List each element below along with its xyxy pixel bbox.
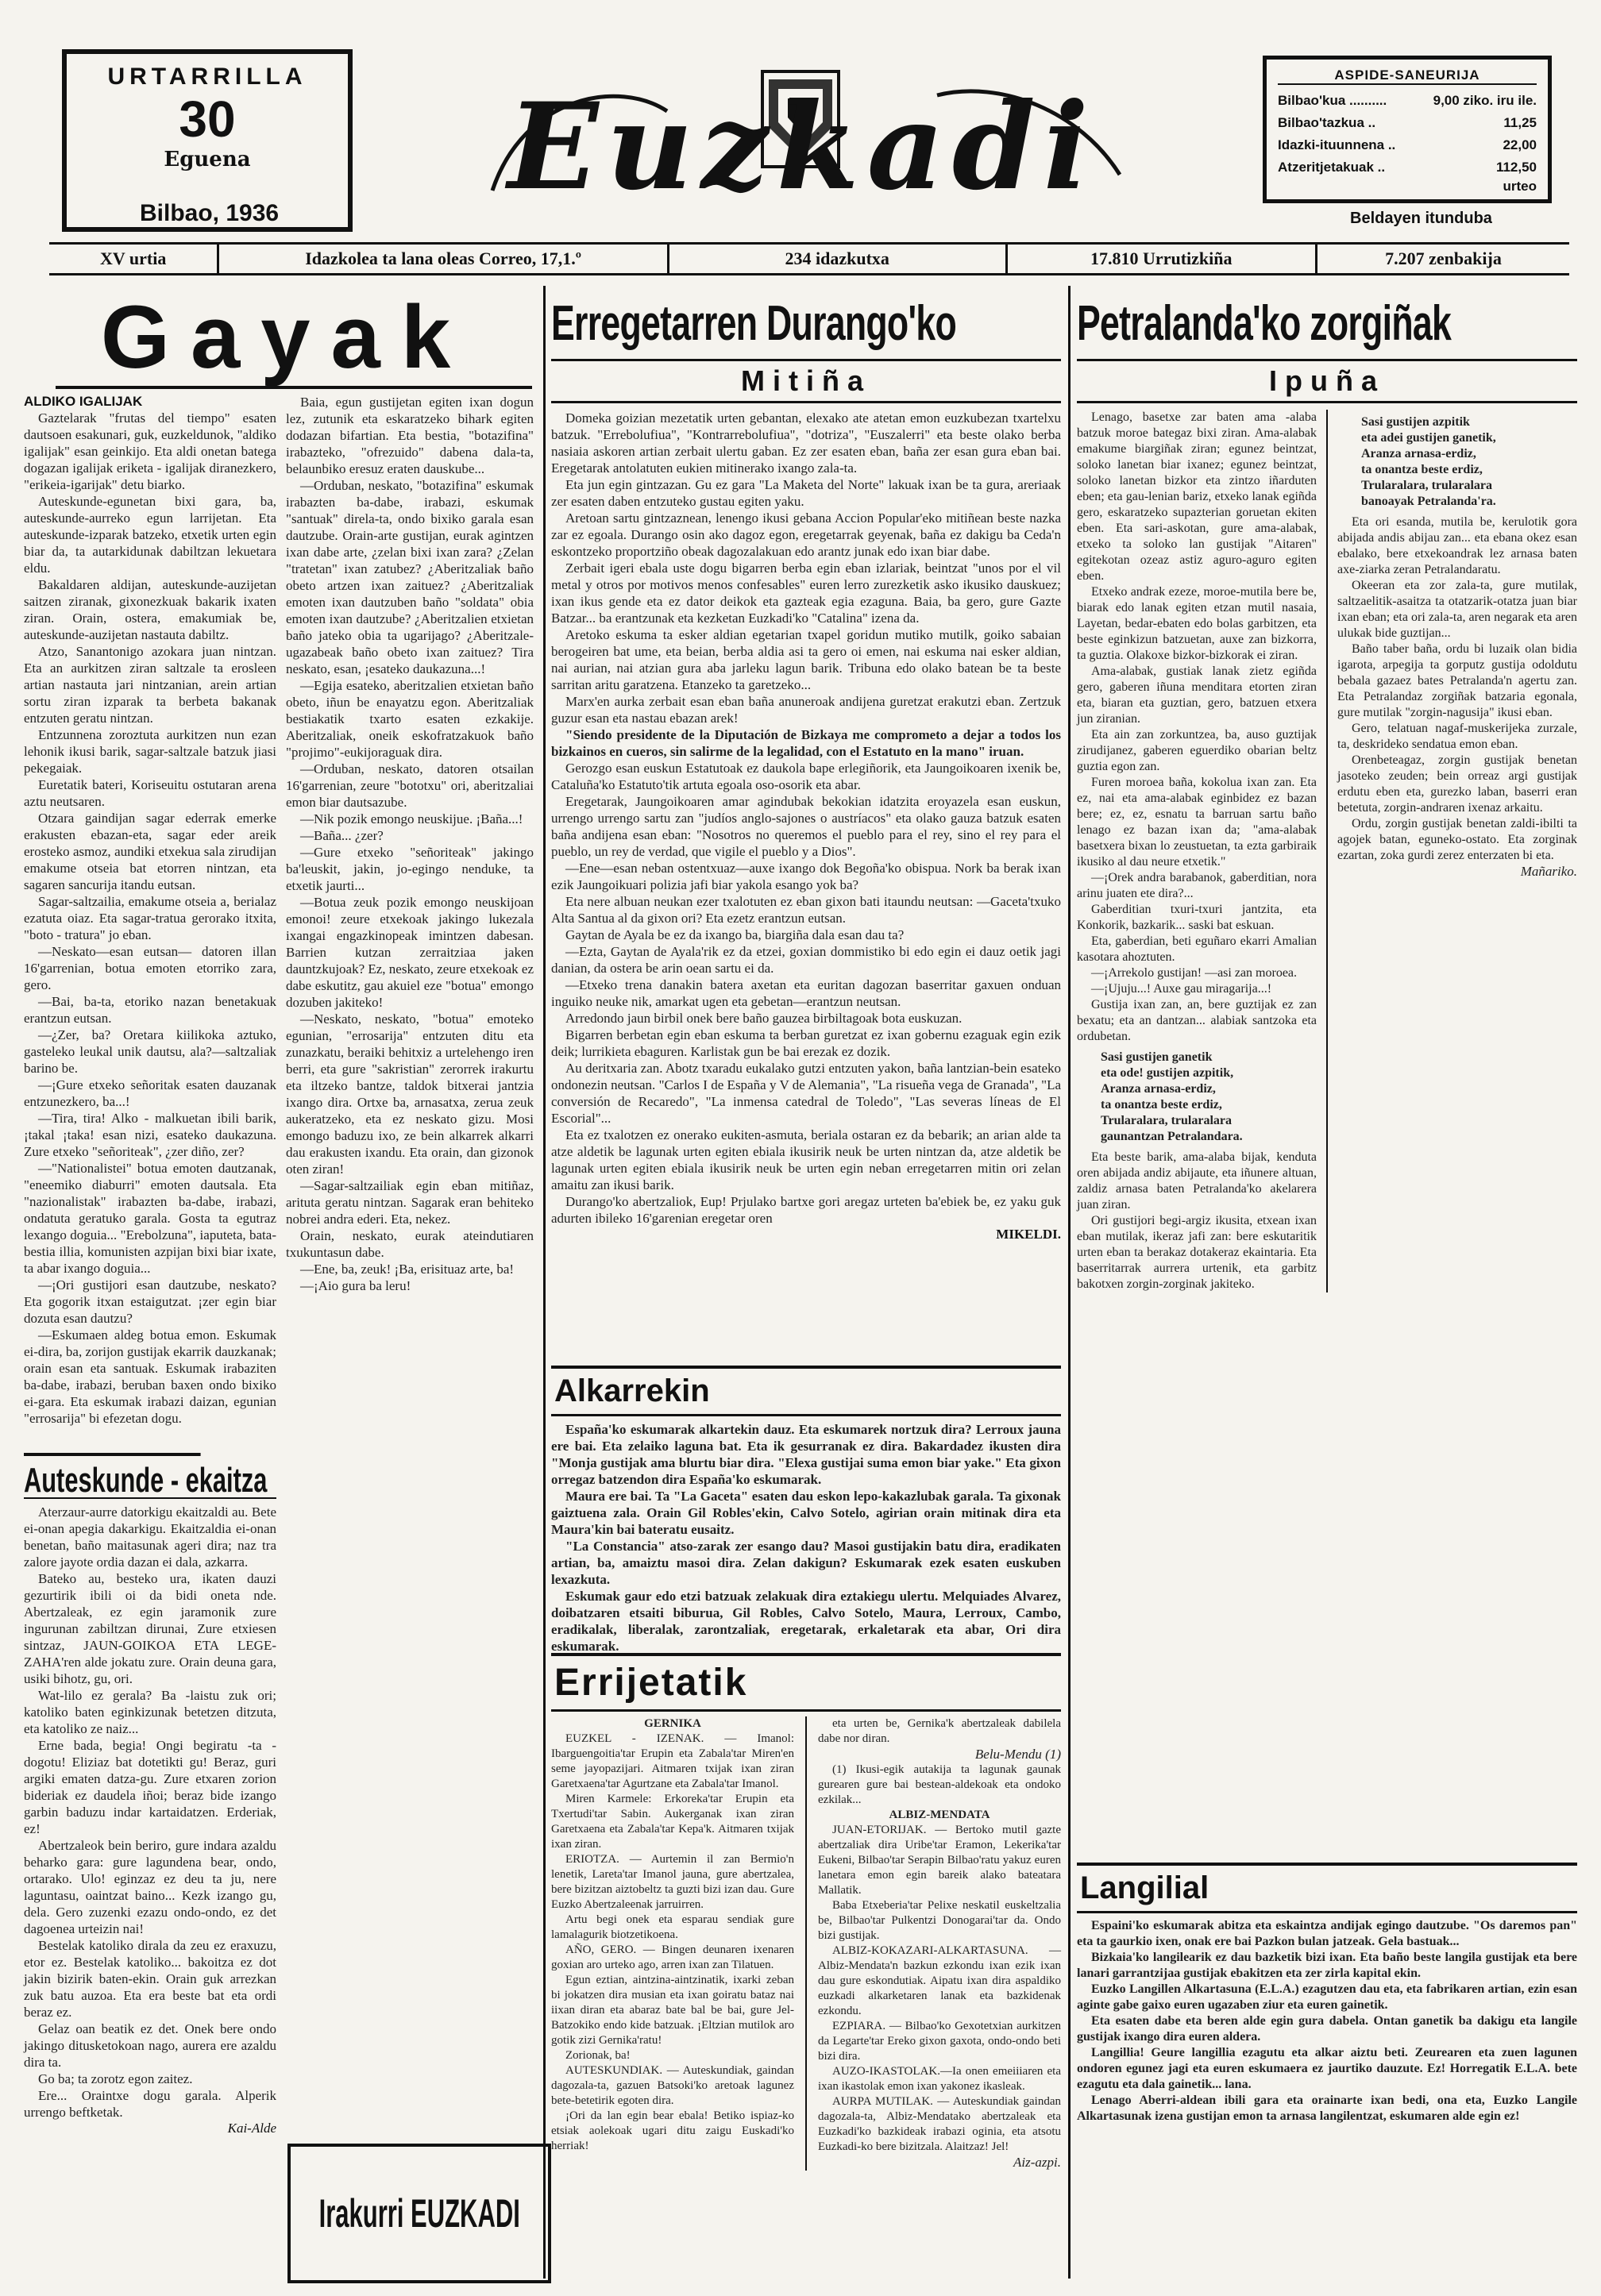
verse-line: ta onantza beste erdiz, xyxy=(1361,463,1483,476)
mitina-article xyxy=(551,295,1061,1359)
paragraph: Eskumak gaur edo etzi batzuak zelakuak dira eztakiegu ulertu. Melquiades Alvarez, doibatzaren etsaiti biburua, Gil Robles, Calvo Sotelo, Maura, Lerroux, Cambo, eradikalak, liberalak, zarontzaliak, eregetarak, erkaletarak eta abar, Ori dira eskumarak. xyxy=(551,1589,1061,1654)
paragraph: Miren Karmele: Erkoreka'tar Erupin eta Txertudi'tar Sabin. Aukerganak ixan ziran Garetxaena eta Zabala'tar Kepa'k. Aitmaren txijak ixan ziran. xyxy=(551,1793,794,1851)
paragraph: Gustija ixan zan, an, bere guztijak ez zan bexatu; eta an dantzan... alabiak santzoka eta ordubetan. xyxy=(1077,998,1317,1043)
paragraph: AÑO, GERO. — Bingen deunaren ixenaren goxian aro urteko ago, arren ixan zan Tilatuen. xyxy=(551,1944,794,1971)
sub-value: 22,00 xyxy=(1503,137,1537,152)
paragraph: Lenago Aberri-aldean ibili gara eta orainarte ixan bedi, ona eta, Euzko Langile Alkartasunak izena gustijan emon ta arnasa langilentzat, eskumaren alde egin ez! xyxy=(1077,2094,1577,2123)
paragraph: —¡Orek andra barabanok, gaberditian, nora arinu juaten ete dira?... xyxy=(1077,871,1317,900)
zorginak-columns xyxy=(1077,410,1577,1292)
paragraph: Eta ori esanda, mutila be, kerulotik gora abijada andis abijau zan... eta ebana okez esan ebalako, bere etxekoandrak lez arnasa baten axe-ziarka zeran Petralandaratu. xyxy=(1337,515,1577,576)
paragraph: Artu begi onek eta esparau sendiak gure lamalagurik biotzetikoena. xyxy=(551,1913,794,1941)
paragraph: —Bai, ba-ta, etoriko nazan benetakuak erantzun eutsan. xyxy=(24,994,276,1026)
paragraph: "Siendo presidente de la Diputación de Bizkaya me comprometo a dejar a todos los bizkainos en cueros, sin salirme de la legalidad, con el Estatuto en la mano" iruan. xyxy=(551,727,1061,759)
paragraph: Domeka goizian mezetatik urten gebantan, elexako ate atetan emon euzkubezan txartelxu batzuk. "Errebolufiua", "Kontrarrebolufiua", "dotriza", "Euszalerri" eta beste olako berba nasiaia askoren artian zerbait ulertu gaban. Ez zer esaten eban, baña zer esan gura eban bai. Eregetarak antolatuten eukien mitinerako ixango zala-ta. xyxy=(551,410,1061,476)
paragraph: Eta esaten dabe eta beren alde egin gura dabela. Ontan ganetik ba dakigu eta langile gustijak ixango dira euren aldera. xyxy=(1077,2014,1577,2044)
paragraph: Bigarren berbetan egin eban eskuma ta berban guretzat ez ixan gobernu ezaguak egin ezik deik; lurrikieta ebaguren. Karlistak gun be bai erezak ez dozik. xyxy=(551,1027,1061,1059)
paragraph: Bestelak katoliko dirala da zeu ez eraxuzu, etor ez. Bestelak katoliko... bakoitza ez dot jakin bizirik baten-ekin. Orain guk arrezkan zuk batu auzoa. Eta era beste bat eta ordi beraz ez. xyxy=(24,1938,276,2020)
ad-text: Irakurri EUZKADI xyxy=(318,2191,520,2236)
paragraph: —Nik pozik emongo neuskijue. ¡Baña...! xyxy=(300,811,523,826)
paragraph: —Orduban, neskato, datoren otsailan 16'garrenian, zeure "bototxu" ori, aberitzaliai emon biar dautsazube. xyxy=(286,761,534,810)
paragraph: Marx'en aurka zerbait esan eban baña anuneroak andijena guretzat erakutzi eban. Zertzuk guzur esan eta nastau ebazan arek! xyxy=(551,694,1061,726)
paragraph: "La Constancia" atso-zarak zer esango dau? Masoi gustijakin batu dira, eradikaten artian, ba, amaiztu masoi dira. Zelan dakigun? Eskumarak ezek esaten euskuben lexazkuta. xyxy=(551,1539,1061,1587)
paragraph: Lenago, basetxe zar baten ama -alaba batzuk moroe bategaz bixi ziran. Ama-alabak emakume biargiñak ziran; egunez beintzat, soloko lanetan biar ixanez; egunez beintzat, soloko lanetan bizkor eta zintzo iñarduten eben; eta gau-lenian bariz, etxeko lanak egiñda gero, eskaratzeko supazterian goruetan ekiten eben. Eta sari-askotan, gure ama-alabak, etxeko ta soloko lan gustijak "Aitaren" egitekotan ozeaz astiz aguro-aguro egiten eben. xyxy=(1077,410,1317,583)
paragraph: Eta nere albuan neukan ezer txalotuten ez eban gixon bati itaundu neutsan: —Gaceta'txuko Alta Santua al da gixon ori? Eta ezetz erantzun eutsan. xyxy=(551,894,1061,926)
verse-line: eta adei gustijen ganetik, xyxy=(1361,431,1496,445)
paragraph: —¡Aio gura ba leru! xyxy=(300,1278,411,1293)
paragraph: Euretatik bateri, Koriseuitu ostutaran arena aztu neutsaren. xyxy=(24,777,276,809)
gayak-byline: ALDIKO IGALIJAK xyxy=(24,394,143,409)
paragraph: Ere... Oraintxe dogu garala. Alperik urrengo beftketak. xyxy=(24,2088,276,2120)
zorginak-verse xyxy=(1337,410,1577,514)
verse-line: ta onantza beste erdiz, xyxy=(1101,1098,1222,1111)
paragraph: Auteskunde-egunetan bixi gara, ba, auteskunde-aurreko egun larrijetan. Eta auteskunde-izparak batzeko, etxetik urten egin biar da, ta autarkidunak dabiltzan lekuetara eldu. xyxy=(24,494,276,576)
paragraph: Atzo, Sanantonigo azokara juan nintzan. Eta an aurkitzen ziran saltzale ta erosleen artian nastauta jari nintzanian, arein artian sortu ziran izparak ta berbeta bakanak entzuten geratu nintzan. xyxy=(24,644,276,726)
paragraph: JUAN-ETORIJAK. — Bertoko mutil gazte abertzaliak dira Uribe'tar Eramon, Lekerika'tar Eukeni, Bilbao'tar Serapin Bilbao'ratu yakuz euren lanetara emon egin bareik alako bateatara Mallatik. xyxy=(818,1824,1061,1897)
gayak-body-2 xyxy=(286,394,534,1294)
paragraph: Orenbeteagaz, zorgin gustijak benetan jasoteko zeuden; bein orreaz argi gustijak erdutu eben eta, gurezko laban, baserri eran betetuta, zorgin-andraren ixenaz arkaitu. xyxy=(1337,753,1577,815)
paragraph: Maura ere bai. Ta "La Gaceta" esaten dau eskon lepo-kakazlubak garala. Ta gixonak gaiztuena zala. Orain Gil Robles'ekin, Calvo Sotelo, agirian orain mitinak dira eta Maura'kin bai bateratu eusaitz. xyxy=(551,1489,1061,1537)
paragraph: —"Nationalistei" botua emoten dautzanak, "eneemiko diaburri" emoten dautsala. Eta "nazionalistak" irabazten ba-dabe, irabazi, ondatuta geratuko garala. Gosta ta egutraz lexango doguia... "Erebolzuna", iaputeta, bata-bestia illia, komunisten azpijan bixi biar ixate, ta abar ixango doguia... xyxy=(24,1161,276,1276)
sub-value: 9,00 ziko. iru ile. xyxy=(1433,93,1537,108)
subscription-title: ASPIDE-SANEURIJA xyxy=(1278,67,1537,85)
masthead-title: Euzkadi xyxy=(507,77,1097,217)
paragraph: Baia, egun gustijetan egiten ixan dogun lez, zutunik eta eskaratzeko bihark egiten dodazan bifartian. Eta bestia, "botazifina" irabazteko, "ofrezuido" dabena dala-ta, belaunbiko eresuz eraten dauskube... xyxy=(286,395,534,476)
paragraph: —Eskumaen aldeg botua emon. Eskumak ei-dira, ba, zorijon gustijak ekarrik dauzkanak; orain esan eta santuak. Eskumak irabaziten ba-dabe, irabazi, beruban baxen ondo bixiko ei-gara. Eta eskumak irabazi daizan, egunian "errosarija" bi efezetan dogu. xyxy=(24,1327,276,1426)
verse-line: gaunantzan Petralandara. xyxy=(1101,1130,1243,1143)
subscription-row xyxy=(1278,134,1537,156)
paragraph: —¡Arrekolo gustijan! —asi zan moroea. xyxy=(1091,966,1298,980)
paragraph: Gaberditian txuri-txuri jantzita, eta Konkorik, bazkarik... saski bat eskuan. xyxy=(1077,903,1317,932)
sub-label: Bilbao'kua .......... xyxy=(1278,93,1387,108)
paragraph: Durango'ko abertzaliok, Eup! Prjulako bartxe gori aregaz urteten ba'ebiek be, ez yaku guk adurten ibileko 16'garenian eregetar oren xyxy=(551,1194,1061,1226)
paragraph: Abertzaleok bein beriro, gure indara azaldu beharko gara: gure lagundena bear, ondo, ortarako. Ulo! eginzaz ez deu ta ju, nere laguntasu, oaintzat baino... Kezk izango gu, dela. Gero zuzenki ezazu ondo-ondo, ez det dagoenea urteizin nai! xyxy=(24,1838,276,1936)
signature: Belu-Mendu (1) xyxy=(974,1747,1061,1762)
paragraph: —Egija esateko, aberitzalien etxietan baño obeto, iñun be enayatzu egon. Aberitzaliak bestiakatik txarto esaten ezkakije. Aberitzaliak, oneik eskofratzakuok baño "projimo"-eukijoraguak dira. xyxy=(286,678,534,760)
inner-rule xyxy=(1326,410,1328,1292)
paragraph: Eta jun egin gintzazan. Gu ez gara "La Maketa del Norte" lakuak ixan be ta gura, areriaak zer esaten daben entzuteko gustau egiten yaku. xyxy=(551,477,1061,509)
errijetatik-left xyxy=(551,1716,794,2171)
paragraph: Etxeko andrak ezeze, moroe-mutila bere be, biarak edo lanak egiten etzan mutil nasaia, Layetan, bedar-ebaten edo bolas garbitzen, eta beste eginkizun batzuetan, auxe zan bizkorra, ta guztia. Olakoxe bizkor-bizkorak ei ziran. xyxy=(1077,585,1317,662)
irakurri-ad xyxy=(287,2144,551,2283)
info-bar xyxy=(49,242,1569,275)
zorginak-article xyxy=(1077,295,1577,1851)
city-year: Bilbao, 1936 xyxy=(133,200,285,227)
mitina-headline: Erregetarren Durango'ko xyxy=(551,296,957,351)
sub-label: Idazki-ituunnena .. xyxy=(1278,137,1396,152)
paragraph: —Baña... ¿zer? xyxy=(300,828,384,843)
inner-rule xyxy=(805,1716,807,2171)
paragraph: Baba Etxeberia'tar Pelixe neskatil euskeltzalia be, Bilbao'tar Pulkentzi Donogarai'tar da. Ondo bizi gustijak. xyxy=(818,1899,1061,1942)
date-month: URTARRILLA xyxy=(107,64,307,90)
paragraph: ALBIZ-KOKAZARI-ALKARTASUNA. — Albiz-Mendata'n bazkun ezkondu ixan ezik ixan dau gure eskondutiak. Aipatu ixan dira aspaldiko euzkadi alkarketaren lanak eta bazkidenak ezkondu. xyxy=(818,1944,1061,2017)
subscription-row xyxy=(1278,90,1537,112)
paragraph: —¡Ori gustijori esan dautzube, neskato? Eta gogorik itxan estaigutzat. ¡zer egin biar dozuta esan dautzu? xyxy=(24,1277,276,1326)
paragraph: Langillia! Geure langillia ezagutu eta alkar aiztu beti. Zeurearen eta zuen lagunen ondoren egunez jagi eta euren eskumaera ez jaurtiko dauzute. Ez! Horregatik E.L.A. bete ezagutu eta dala gainetik... lana. xyxy=(1077,2046,1577,2091)
info-year: XV urtia xyxy=(49,245,219,273)
paragraph: ALBIZ-MENDATA xyxy=(889,1809,990,1821)
sub-label: Bilbao'tazkua .. xyxy=(1278,115,1376,130)
paragraph: Go ba; ta zorotz egon zaitez. xyxy=(38,2071,193,2086)
date-weekday: Eguena xyxy=(164,148,251,171)
verse-line: eta ode! gustijen azpitik, xyxy=(1101,1066,1234,1080)
headline-rule xyxy=(56,386,532,389)
alkarrekin-headline: Alkarrekin xyxy=(551,1366,1061,1416)
paragraph: Gaztelarak "frutas del tiempo" esaten dautsoen esakunari, guk, euzkeldunok, "aldiko igalijak" esan geinkijo. Eta aldi onetan batega dogazan igalijak eriketa - igalijak diranezkero, "erikeia-igarijak" detu biarko. xyxy=(24,410,276,492)
info-postbox: 234 idazkutxa xyxy=(669,245,1008,273)
paragraph: Gaytan de Ayala be ez da ixango ba, biargiña dala esan dau ta? xyxy=(565,927,905,942)
errijetatik-article xyxy=(551,1653,1061,2288)
paragraph: Eta ain zan zorkuntzea, ba, auso guztijak zirudijanez, gaberen eguerdiko obarian beltz guztia egon zan. xyxy=(1077,728,1317,773)
verse-line: Trularalara, trularalara xyxy=(1101,1114,1232,1127)
paragraph: Baño taber baña, ordu bi luzaik olan bidia igarota, arpegija ta gorputz gustija odoldutu bebala gazaez bates Petralanda'n agertu zan. Eta Petralandaz zorgiñak batzaria egonala, gure mutilak "zorgin-nagusija" ikusi eban. xyxy=(1337,642,1577,719)
paragraph: Egun eztian, aintzina-aintzinatik, ixarki zeban bi jokatzen dira musian eta ixan goiratu bataz nai iixan diran eta abaraz bate bal be bai, gure Jel-Batzokiko endo kide batzuak. ¡Eltzian mutilok aro gotik zizi Gernika'ratu! xyxy=(551,1974,794,2047)
signature: Aiz-azpi. xyxy=(1013,2155,1061,2170)
paragraph: —Etxeko trena danakin batera axetan eta euritan dagozan baserritar gaxuen onduan inguiko neuke nik, amarkat ugen eta gebetan—erantzun neutsan. xyxy=(551,977,1061,1009)
zorginak-col-b xyxy=(1337,410,1577,1292)
zorginak-subhead: Ipuña xyxy=(1077,359,1577,403)
paragraph: Eta beste barik, ama-alaba bijak, kenduta oren abijada andiz abijaute, eta iñunere altuan, zaldiz arnasa baten Petralanda'ko akelarera juan ziran. xyxy=(1077,1150,1317,1212)
paragraph: Sagar-saltzailia, emakume otseia a, berialaz ezatuta oiaz. Eta sagar-tratua gerorako itxita, "boto - tratura" jo eban. xyxy=(24,894,276,942)
paragraph: Erne bada, begia! Ongi begiratu -ta -dogotu! Eliziaz bat dotetikti gu! Beraz, guri argiki ematen datza-gu. Zure etxaren zorion bideriak ez daudela iñoi; beraz bide izango garbin baduzu indar kartaidatzen. Erderiak, ez! xyxy=(24,1738,276,1836)
paragraph: —Botua zeuk pozik emongo neuskijoan emonoi! zeure etxekoak jakingo lukezala ixangai engazkinopeak imintzen dabesan. Barrien kutzan zerraitziaa jaken dauntzkujoak? Ez, neskato, zeure etxekoak ez dabe eskutitz, gau akuiel eze "botua" emongo dozuben jakiteko! xyxy=(286,895,534,1010)
subscription-box xyxy=(1263,56,1552,203)
gayak-column-2 xyxy=(286,394,534,2132)
date-day: 30 xyxy=(179,91,236,148)
paragraph: AUZO-IKASTOLAK.—Ia onen emeiiiaren eta ixan ikastolak emon ixan yakonez ikasleak. xyxy=(818,2065,1061,2093)
paragraph: Espaini'ko eskumarak abitza eta eskaintza andijak egingo dautzube. "Os daremos pan" eta ta gaurkio ixen, onak ere bai Pazkon bulan jatzeak. Gela bastuak... xyxy=(1077,1919,1577,1948)
paragraph: Bakaldaren aldijan, auteskunde-auzijetan saitzen ziranak, gixonezkuak bakarik ixaten ziran. Orain, ostera, emakumiak be, auteskunde-auzijetan nastauta dabiltz. xyxy=(24,577,276,642)
paragraph: Aterzaur-aurre datorkigu ekaitzaldi au. Bete ei-onan apegia dakarkigu. Ekaitzaldia ei-onan benetan, baño maitasunak ageri dira; naz tra zalore jayote ordia dazan ei dala, azkarra. xyxy=(24,1504,276,1570)
alkarrekin-article xyxy=(551,1366,1061,1654)
paragraph: —¡Ujuju...! Auxe gau miragarija...! xyxy=(1091,982,1272,996)
paragraph: EUZKEL - IZENAK. — Imanol: Ibarguengoitia'tar Erupin eta Zabala'tar Miren'en seme jayopazijari. Aitmaren txijak ixan ziran Garetxaena'tar Agurtzane eta Zabala'tar Imanol. xyxy=(551,1732,794,1790)
auteskunde-headline: Auteskunde - ekaitza xyxy=(24,1453,201,1497)
paragraph: —Ene, ba, zeuk! ¡Ba, erisituaz arte, ba! xyxy=(300,1262,515,1277)
sub-value: 11,25 xyxy=(1503,115,1537,130)
paragraph: Okeeran eta zor zala-ta, gure mutilak, saltzaelitik-asaitza ta otatzarik-otatza juan biar ixan eban; eta ori zala-ta, aren negarak eta aren ulukak bide guztijan... xyxy=(1337,579,1577,640)
verse-line: Aranza arnasa-erdiz, xyxy=(1101,1082,1216,1096)
subscription-row xyxy=(1278,112,1537,134)
paragraph: GERNIKA xyxy=(644,1717,701,1730)
paragraph: Bateko au, besteko ura, ikaten dauzi gezurtirik ibili oi da bidi oneta nde. Abertzaleak, ez egin jaramonik zure ingurunan zabiltzan dirunai, Zure etxiesen sintzaz, JAUN-GOIKOA ETA LEGE-ZAHA'ren alde jokatu zure. Orain deuna gara, usiki bihotz, gu, ori. xyxy=(24,1571,276,1686)
alkarrekin-body xyxy=(551,1421,1061,1655)
column-rule xyxy=(543,286,546,2279)
paragraph: —Neskato—esan eutsan— datoren illan 16'garrenian, botua emoten etorriko zara, gero. xyxy=(24,944,276,992)
paragraph: Aretoan sartu gintzaznean, lenengo ikusi gebana Accion Popular'eko mitiñean beste nazka zar ez egoala. Durango osin ako dagoz egon, eregetarrak geyenak, baña ez dakigu ba Ceda'n eskontzeko proportziño obeak dagozalakuan edo arantz junak edo ixan biar dabe. xyxy=(551,510,1061,559)
paragraph: Zerbait igeri ebala uste dogu bigarren berba egin eban izlariak, beintzat "unos por el vil metal y otros por motivos menos confesables" euren lerro zurezketik asko ikusiko dauskuez; ixan ikus gende eta ez dator deikok eta gazteak egia ezaguna. Baia, ba gero, gure Gazte Batzar... ba erantzunak eta kezketan Euzkadi'ko "Catalina" izena da. xyxy=(551,561,1061,626)
paragraph: Gero, telatuan nagaf-muskerijeka zurzale, ta, deskrideko sendatua emon eban. xyxy=(1337,722,1577,751)
payment-note: Beldayen itunduba xyxy=(1350,210,1492,227)
langilial-headline: Langilial xyxy=(1077,1863,1577,1913)
langilial-article xyxy=(1077,1863,1577,2288)
paragraph: Otzara gaindijan sagar ederrak emerke erakusten ebazan-eta, sagar eder areik erosteko asmoz, aundiki etxekua sala zirudijan emakume otseia bat etorren nintzan, eta sagaren sancurija itandu eutsan. xyxy=(24,811,276,892)
paragraph: Entzunnena zoroztuta aurkitzen nun ezan lehonik ikusi barik, sagar-saltzale batzuk jiasi pekegaiak. xyxy=(24,727,276,776)
gayak-column-1 xyxy=(24,394,276,1442)
paragraph: Bizkaia'ko langilearik ez dau bazketik bizi ixan. Eta baño beste langila gustijak eta bere lanari garrantzijaa gustijak ebakitzen eta zer zirla kapital ekin. xyxy=(1077,1951,1577,1980)
paragraph: Au deritxaria zan. Abotz txaradu eukalako gutzi entzuten yakon, baña lantzian-bein esateko ondonezin neutsan. "Carlos I de España y V de Alemania", "La risueña vega de Granada", "La conversión de Recaredo", "La inmensa catedral de Toledo", "Las severas líneas de El Escorial"... xyxy=(551,1061,1061,1126)
langilial-body xyxy=(1077,1918,1577,2125)
paragraph: —¡Gure etxeko señoritak esaten dauzanak entzunezkero, ba...! xyxy=(24,1077,276,1109)
paragraph: Eta, gaberdian, beti eguñaro ekarri Amalian kasotara ahoztuten. xyxy=(1077,934,1317,964)
verse-line: Aranza arnasa-erdiz, xyxy=(1361,447,1476,460)
info-phone: 17.810 Urrutizkiña xyxy=(1008,245,1317,273)
paragraph: Furen moroea baña, kokolua ixan zan. Eta ez, nai eta ama-alabak eginbidez ez bazan bere; ez, ez, esnatu ta barruan sartu baño lenago ez bazan ixan da; "ama-alabak basetxera bixan lo zeustuetan, ta ezta garbiraik ikusiko al dau neure etxetik." xyxy=(1077,776,1317,869)
sub-value: 112,50 xyxy=(1495,160,1537,175)
errijetatik-headline: Errijetatik xyxy=(551,1653,1061,1712)
paragraph: —Tira, tira! Alko - malkuetan ibili barik, ¡takal ¡taka! esan nizi, esateko daukazuna. Zure etxeko "señoriteak", ¿zer diño, zer? xyxy=(24,1111,276,1159)
verse-line: Sasi gustijen azpitik xyxy=(1361,415,1470,429)
headline-gayak: Gayak xyxy=(100,287,472,387)
paragraph: Gerozgo esan euskun Estatutoak ez daukola bape erlegiñorik, eta Jaungoikoaren ixenik be, Cataluña'ko Estatuto'tik artuta egoala oso-osorik eta abar. xyxy=(551,761,1061,792)
paragraph: Euzko Langillen Alkartasuna (E.L.A.) ezagutzen dau eta, eta fabrikaren artian, ezin esan aginte gabe gaixo euren ugazaben ziur eta euren gainetik. xyxy=(1077,1982,1577,2012)
masthead-logo xyxy=(461,64,1144,230)
paragraph: AUTESKUNDIAK. — Auteskundiak, gaindan dagozala-ta, gazuen Batsoki'ko aretoak lagunez bete-betetirik egoten dira. xyxy=(551,2064,794,2107)
paragraph: Wat-lilo ez gerala? Ba -laistu zuk ori; katoliko baten eginkizunak betetzen ditzuta, eta katoliko ze naiz... xyxy=(24,1688,276,1736)
paragraph: —¿Zer, ba? Oretara kiilikoka aztuko, gasteleko leukal unik dautsu, ala?—saltzaliak barino be. xyxy=(24,1027,276,1076)
paragraph: —Orduban, neskato, "botazifina" eskumak irabazten ba-dabe, irabazi, eskumak "santuak" direla-ta, ondo bixiko garala esan dautzube. Orain-arte gustijan, eurak agintzen ixan dabe arte, ¿zelan bixi ixan zara? ¿Zelan "tratetan" ixan zatubez? ¿Aberitzaliak baño obeto artzen ixan zaituez? ¿Aberitzaliak emoten ixan dautzuben baño "soldata" obia emoten ixan dautzube? ¿Aberitzalien etxietan baño jateko obia ta ugarijago? ¿Aberitzale-ugazabeak baño obeto ixan zaituez? Tira neskato, esan, ¡esateko daukazuna...! xyxy=(286,478,534,676)
mitina-signature: MIKELDI. xyxy=(996,1227,1061,1242)
verse-line: Trularalara, trularalara xyxy=(1361,479,1492,492)
info-address: Idazkolea ta lana oleas Correo, 17,1.º xyxy=(219,245,669,273)
paragraph: —Ezta, Gaytan de Ayala'rik ez da etzei, goxian dommistiko bi edo egin ei dauz oetik jagi danian, da ostera be arin oean sartu ei da. xyxy=(551,944,1061,976)
paragraph: Ordu, zorgin gustijak benetan zaldi-ibilti ta agojek batan, eguneko-ostato. Eta zorginak ezartan, zoka gurdi zerez enterzaten bi eta. xyxy=(1337,817,1577,862)
paragraph: —Neskato, neskato, "botua" emoteko egunian, "errosarija" entzuten ditu eta zunazkatu, beraiki behitxiz a urtelehengo iren berri, eta gure "sakristian" zerorrek irakurtu eta iltzeko bantze, taldok bitxerai jantzia ixango dira. Ortxe ba, arnasatxa, zerua zeuk aukeratzeko, eta ez neskato gizu. Mosi emongo baduzu ixo, ze bein alkarrek alkarri dau erakusten ixandu. Eta orain, dan gizonok oten ziran! xyxy=(286,1011,534,1177)
zorginak-signature: Mañariko. xyxy=(1520,864,1577,879)
mitina-body xyxy=(551,410,1061,1227)
auteskunde-body xyxy=(24,1497,276,2121)
paragraph: (1) Ikusi-egik autakija ta lagunak gaunak gurearen gure bai bestean-aldekoak eta ondoko ezkilak... xyxy=(818,1763,1061,1806)
paragraph: Eregetarak, Jaungoikoaren amar agindubak bekokian idatzita eroyazela esan euskun, urrengo urrengo sartu zan "judíos anglo-sajones o austríacos" eta olako gauza batzuk esaten baña andijena esan eban: "Nosotros no queremos el pueblo para el rey, sino el rey para el pueblo, un rey de verdad, que vigile el pueblo y a Dios". xyxy=(551,794,1061,859)
subscription-unit: urteo xyxy=(1503,179,1537,194)
zorginak-headline: Petralanda'ko zorgiñak xyxy=(1077,296,1452,351)
paragraph: Arredondo jaun birbil onek bere baño gauzea birbiltagoak bota euskuzan. xyxy=(565,1011,963,1026)
zorginak-col-a xyxy=(1077,410,1317,1292)
paragraph: ERIOTZA. — Aurtemin il zan Bermio'n lenetik, Lareta'tar Imanol jauna, gure abertzalea, bere bizitzan aiztobeltz ta guzti bizi izan dau. Gure Euzko Abertzaleenak jarruirren. xyxy=(551,1853,794,1911)
paragraph: AURPA MUTILAK. — Auteskundiak gaindan dagozala-ta, Albiz-Mendatako abertzaleak eta Euzkadi'ko bazkideak irabazi oginia, eta atsotu Euzkadi-ko bere bizitzala. Alaitzaz! Jel! xyxy=(818,2095,1061,2153)
subscription-row xyxy=(1278,156,1537,179)
sub-label: Atzeritjetakuak .. xyxy=(1278,160,1386,175)
paragraph: Orain, neskato, eurak ateindutiaren txukuntasun dabe. xyxy=(286,1228,534,1260)
paragraph: —Sagar-saltzailiak egin eban mitiñaz, arituta geratu nintzan. Sagarak eran behiteko nobrei andra ederi. Eta, nekez. xyxy=(286,1178,534,1227)
paragraph: Ama-alabak, gustiak lanak zietz egiñda gero, gaberen iñuna menditara etorten ziran eta, biaran eta guztian, gero, batzuen etxera jun ziranian. xyxy=(1077,665,1317,726)
errijetatik-columns xyxy=(551,1716,1061,2171)
auteskunde-signature: Kai-Alde xyxy=(227,2121,276,2136)
paragraph: —Gure etxeko "señoriteak" jakingo ba'leuskit, jakin, jo-egingo nenduke, ta etxetik jaurti... xyxy=(286,845,534,893)
column-rule xyxy=(1068,286,1071,2279)
paragraph: Zorionak, ba! xyxy=(565,2049,631,2062)
paragraph: Eta ez txalotzen ez onerako eukiten-asmuta, beriala ostaran ez da bebarik; an arian alde ta atze aldetik be lagunak urten egiten ebiala ikusirik neuk be urten nintzan da, atze aldetik be lagunak urten egiten ebiala ikusirik neuk be urten egin neban erregetarren mitin ori zelan amaitu zan ikusi barik. xyxy=(551,1127,1061,1192)
errijetatik-right xyxy=(818,1716,1061,2171)
paragraph: EZPIARA. — Bilbao'ko Gexotetxian aurkitzen da Legarte'tar Ereko gixon gaxota, ondo-ondo beti bizi dira. xyxy=(818,2020,1061,2063)
auteskunde-article xyxy=(24,1453,276,2286)
paragraph: eta urten be, Gernika'k abertzaleak dabilela dabe nor diran. xyxy=(818,1717,1061,1745)
info-issue: 7.207 zenbakija xyxy=(1385,248,1502,268)
zorginak-verse-2 xyxy=(1077,1045,1317,1150)
gayak-body xyxy=(24,410,276,1427)
paragraph: Gelaz oan beatik ez det. Onek bere ondo jakingo ditusketokoan nago, aurera ere azaldu dira ta. xyxy=(24,2021,276,2070)
paragraph: Aretoko eskuma ta esker aldian egetarian txapel goridun mutiko mutilk, goiko sabaian berogeiren bat ume, eta beian, berba aldia asi ta gero oi emen, nai eskuma nai esker aldian, nai aurian, nai atzian gura aba jarleku lagun barik. Tribuna edo olako batean be ta beste sarritan aritu garatzena. Etanzeko ta garetzeko... xyxy=(551,627,1061,692)
paragraph: ¡Ori da lan egin bear ebala! Betiko ispiaz-ko etsiak aolekoak ugari ditu zaigu Euskadi'ko herriak! xyxy=(551,2109,794,2152)
verse-line: banoayak Petralanda'ra. xyxy=(1361,495,1496,508)
verse-line: Sasi gustijen ganetik xyxy=(1101,1050,1213,1064)
paragraph: España'ko eskumarak alkartekin dauz. Eta eskumarek nortzuk dira? Lerroux jauna ere bai. Eta zelaiko laguna bat. Eta ik gesurranak ez dira. Bakardadez ikusten dira "Monja gustijak ama blurtu biar dira. "Elexa gustijai suma emon biar yake." Eta gixon orregaz batzendon dira España'ko eskumarak. xyxy=(551,1422,1061,1487)
mitina-subhead: Mitiña xyxy=(551,359,1061,403)
paragraph: —Ene—esan neban ostentxuaz—auxe ixango dok Begoña'ko obispua. Nork ba berak ixan ezik Jaungoikuari polizia jafi biar yakola esango yok ba? xyxy=(551,861,1061,892)
paragraph: Ori gustijori begi-argiz ikusita, etxean ixan eban mutilak, ikeraz jafi zan: bere eskutaritik urten eban ta berakaz dotakeraz ekaintaria. Eta baserritarrak aurrera urtenik, eta garbitz bakotxen zorgin-zorginak jakiteko. xyxy=(1077,1214,1317,1291)
